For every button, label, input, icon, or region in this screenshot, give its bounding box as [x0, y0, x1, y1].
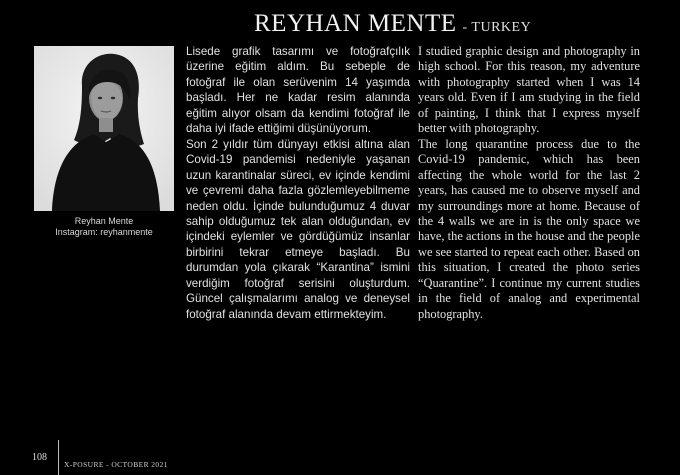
artist-portrait-photo: [34, 46, 174, 211]
artist-country: - TURKEY: [462, 20, 532, 35]
article-header: [254, 10, 531, 38]
publication-footer: X-POSURE - OCTOBER 2021: [64, 460, 168, 469]
portrait-image: [34, 46, 174, 211]
page-number: 108: [32, 452, 47, 463]
footer-divider: [58, 440, 59, 475]
turkish-paragraph-1: Lisede grafik tasarımı ve fotoğrafçılık üzerine eğitim aldım. Bu sebeple de fotoğraf ile olan serüvenim 14 yaşımda başladı. Her ne kadar resim alanında eğitim alıyor olsam da kendimi fotoğraf ile daha iyi ifade ettiğimi düşünüyorum.: [186, 45, 410, 136]
turkish-text-column: [186, 44, 410, 322]
english-paragraph-1: I studied graphic design and photography in high school. For this reason, my adventure with photography started when I was 14 years old. Even if I am studying in the field of painting, I think that I express myself better with photography.: [418, 44, 640, 136]
english-paragraph-2: The long quarantine process due to the Covid-19 pandemic, which has been affecting the whole world for the last 2 years, has caused me to observe myself and my surroundings more at home. Because of the 4 walls we are in is the only space we have, the actions in the house and the people we see started to repeat each other. Based on this situation, I created the photo series “Quarantine”. I continue my current studies in the field of analog and experimental photography.: [418, 136, 640, 321]
caption-artist-name: Reyhan Mente: [74, 216, 134, 226]
turkish-paragraph-2: Son 2 yıldır tüm dünyayı etkisi altına alan Covid-19 pandemisi nedeniyle yaşanan uzun karantinalar süreci, ev içinde kendimi ve çevremi daha fazla gözlemleyebilmeme neden oldu. İçinde bulunduğumuz 4 duvar sahip olduğumuz tek alan olduğundan, ev içindeki eylemler ve gördüğümüz insanlar birbirini tekrar etmeye başladı. Bu durumdan yola çıkarak “Karantina” ismini verdiğim fotoğraf serisini oluşturdum. Güncel çalışmalarımı analog ve deneysel fotoğraf alanında devam ettirmekteyim.: [186, 137, 410, 321]
english-text-column: [418, 44, 640, 322]
caption-instagram: Instagram: reyhanmente: [55, 227, 153, 237]
photo-caption: [34, 216, 174, 238]
artist-name: REYHAN MENTE: [254, 10, 457, 37]
